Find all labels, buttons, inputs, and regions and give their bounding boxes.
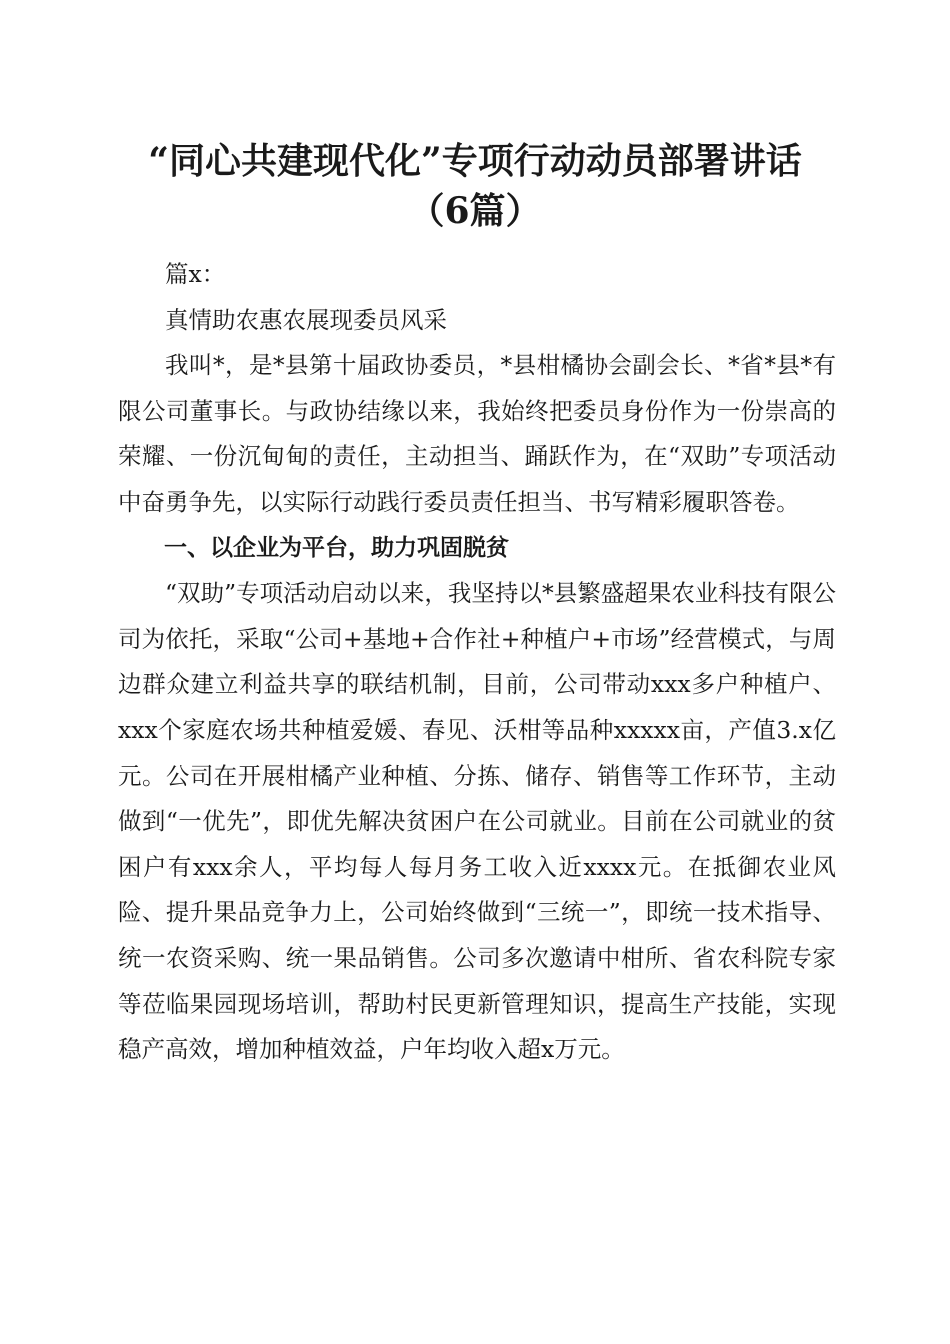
document-title-count: （6篇） xyxy=(408,190,542,232)
article-subtitle: 真情助农惠农展现委员风采 xyxy=(165,305,447,334)
intro-paragraph: 我叫*，是*县第十届政协委员，*县柑橘协会副会长、*省*县*有限公司董事长。与政协结缘以来，我始终把委员身份作为一份崇高的荣耀、一份沉甸甸的责任，主动担当、踊跃作为，在“双助”专项活动中奋勇争先，以实际行动践行委员责任担当、书写精彩履职答卷。 xyxy=(118,351,836,516)
article-label: 篇x： xyxy=(165,260,226,288)
document-title: “同心共建现代化”专项行动动员部署讲话 xyxy=(148,140,802,182)
document-body xyxy=(118,252,836,1073)
section-paragraph: “双助”专项活动启动以来，我坚持以*县繁盛超果农业科技有限公司为依托，采取“公司+基地+合作社+种植户+市场”经营模式，与周边群众建立利益共享的联结机制，目前，公司带动xxx多户种植户、xxx个家庭农场共种植爱媛、春见、沃柑等品种xxxxx亩，产值3.x亿元。公司在开展柑橘产业种植、分拣、储存、销售等工作环节，主动做到“一优先”，即优先解决贫困户在公司就业。目前在公司就业的贫困户有xxx余人，平均每人每月务工收入近xxxx元。在抵御农业风险、提升果品竞争力上，公司始终做到“三统一”，即统一技术指导、统一农资采购、统一果品销售。公司多次邀请中柑所、省农科院专家等莅临果园现场培训，帮助村民更新管理知识，提高生产技能，实现稳产高效，增加种植效益，户年均收入超x万元。 xyxy=(118,579,836,1064)
section-heading: 一、以企业为平台，助力巩固脱贫 xyxy=(164,534,509,561)
